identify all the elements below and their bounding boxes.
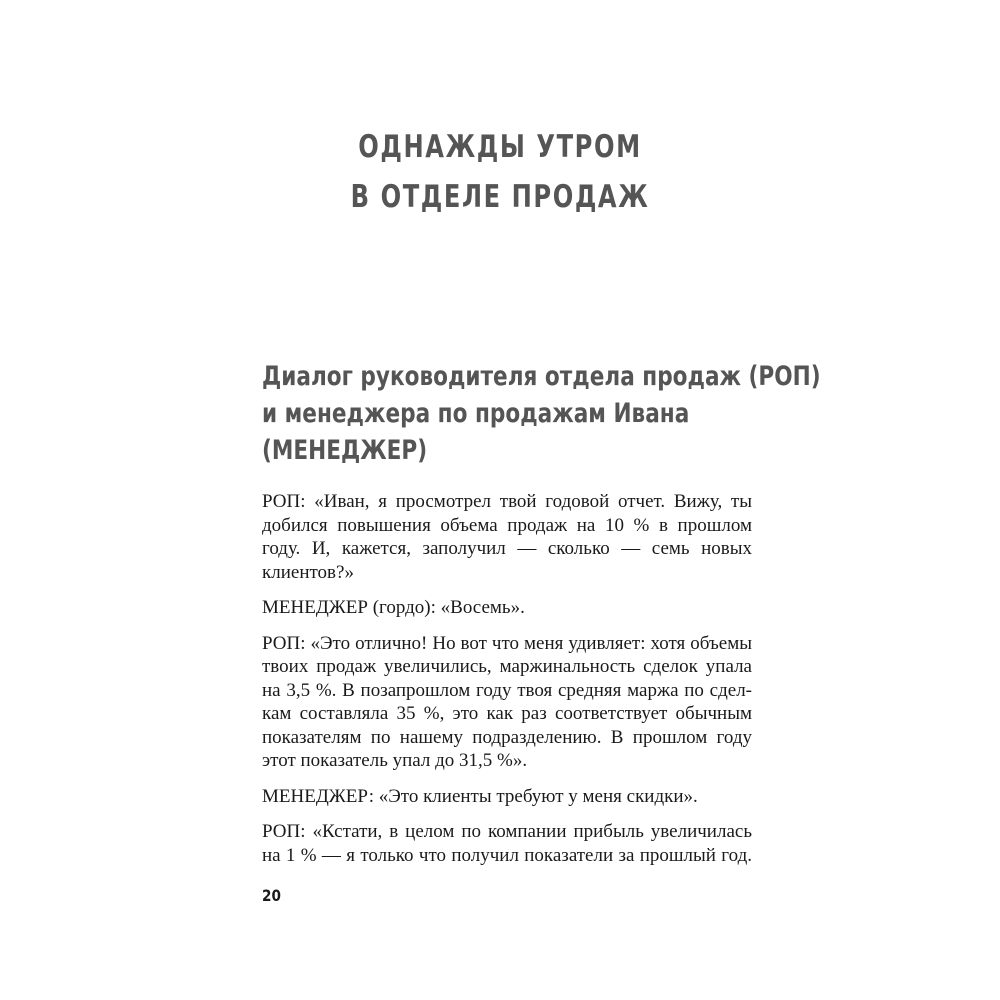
section-heading bbox=[262, 358, 821, 469]
paragraph bbox=[262, 596, 752, 620]
section-heading-line: (МЕНЕДЖЕР) bbox=[262, 435, 428, 466]
chapter-title bbox=[110, 122, 890, 222]
text-line: показателям по нашему подразделению. В прошлом году bbox=[262, 726, 752, 748]
text-line: МЕНЕДЖЕР (гордо): «Восемь». bbox=[262, 597, 525, 618]
chapter-title-line: В ОТДЕЛЕ ПРОДАЖ bbox=[350, 179, 650, 215]
text-line: кам составляла 35 %, это как раз соответствует обычным bbox=[262, 703, 752, 724]
paragraph bbox=[262, 490, 752, 584]
text-line: этот показатель упал до 31,5 %». bbox=[262, 750, 528, 771]
paragraph bbox=[262, 820, 752, 867]
chapter-title-line: ОДНАЖДЫ УТРОМ bbox=[358, 129, 642, 165]
paragraph bbox=[262, 785, 752, 809]
text-line: РОП: «Кстати, в целом по компании прибыль увеличилась bbox=[262, 821, 752, 842]
text-line: клиентов?» bbox=[262, 561, 354, 583]
text-line: на 3,5 %. В позапрошлом году твоя средняя маржа по сдел- bbox=[262, 679, 752, 701]
page-number: 20 bbox=[262, 886, 281, 905]
text-line: твоих продаж увеличились, маржинальность сделок упала bbox=[262, 656, 752, 677]
text-line: добился повышения объема продаж на 10 % в прошлом bbox=[262, 514, 752, 536]
text-line: на 1 % — я только что получил показатели за прошлый год. bbox=[262, 844, 752, 866]
text-line: году. И, кажется, заполучил — сколько — семь новых bbox=[262, 538, 752, 559]
section-heading-line: Диалог руководителя отдела продаж (РОП) bbox=[262, 361, 821, 392]
body-text bbox=[262, 490, 752, 879]
section-heading-line: и менеджера по продажам Ивана bbox=[262, 398, 690, 429]
text-line: МЕНЕДЖЕР: «Это клиенты требуют у меня скидки». bbox=[262, 785, 698, 807]
text-line: РОП: «Это отлично! Но вот что меня удивляет: хотя объемы bbox=[262, 632, 752, 654]
paragraph bbox=[262, 632, 752, 773]
text-line: РОП: «Иван, я просмотрел твой годовой отчет. Вижу, ты bbox=[262, 491, 752, 512]
